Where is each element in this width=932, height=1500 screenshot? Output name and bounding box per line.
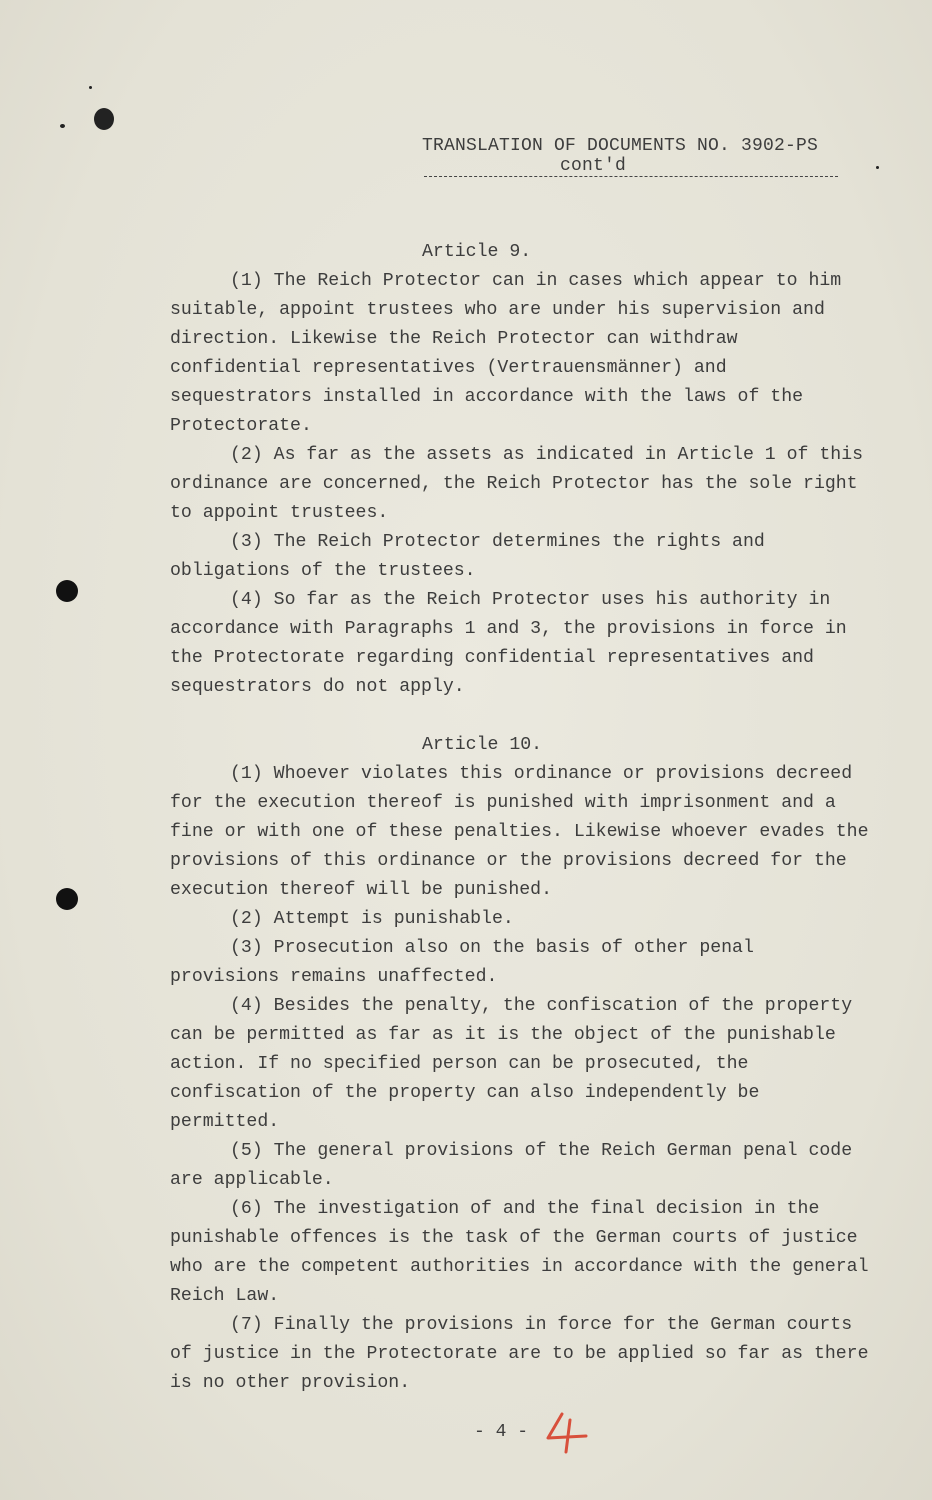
article-9-paragraph: (1) The Reich Protector can in cases which appear to him suitable, appoint trustees who are under his supervision and direction. Likewise the Reich Protector can withdraw confidential representatives (Vertrauensmänner) and sequestrators installed in accordance with the laws of the Protectorate. [170,271,842,436]
ink-speck [876,166,879,169]
article-10-paragraph: (7) Finally the provisions in force for the German courts of justice in the Protectorate are to be applied so far as there is no other provision. [170,1315,869,1393]
article-10-paragraph: (5) The general provisions of the Reich German penal code are applicable. [170,1141,853,1190]
article-9-paragraph: (2) As far as the assets as indicated in Article 1 of this ordinance are concerned, the Reich Protector has the sole right to appoint trustees. [170,445,864,523]
ink-speck [89,86,92,89]
ink-speck [60,124,65,128]
page-number: - 4 - [474,1422,529,1442]
article-9-paragraph: (3) The Reich Protector determines the rights and obligations of the trustees. [170,532,765,581]
article-10-paragraph: (6) The investigation of and the final decision in the punishable offences is the task of the German courts of justice who are the competent authorities in accordance with the general Reich Law. [170,1199,869,1306]
article-10-paragraph: (4) Besides the penalty, the confiscation of the property can be permitted as far as it is the object of the punishable action. If no specified person can be prosecuted, the confiscation of the property can also independently be permitted. [170,996,853,1132]
punch-hole [56,888,78,910]
header-rule [424,176,838,177]
article-9-paragraph: (4) So far as the Reich Protector uses his authority in accordance with Paragraphs 1 and 3, the provisions in force in the Protectorate regarding confidential representatives and sequestrators do not apply. [170,590,847,697]
section-gap [170,702,870,731]
article-10-paragraph: (1) Whoever violates this ordinance or provisions decreed for the execution thereof is punished with imprisonment and a fine or with one of these penalties. Likewise whoever evades the provisions of this ordinance or the provisions decreed for the execution thereof will be punished. [170,764,869,900]
handwritten-page-number [540,1408,596,1456]
article-10-title: Article 10. [422,735,543,755]
document-subtitle: cont'd [560,156,627,176]
punch-hole [56,580,78,602]
article-10-paragraph: (2) Attempt is punishable. [230,909,514,929]
article-10-paragraph: (3) Prosecution also on the basis of other penal provisions remains unaffected. [170,938,754,987]
article-9-title: Article 9. [422,242,532,262]
document-header [422,136,842,176]
document-title: TRANSLATION OF DOCUMENTS NO. 3902-PS [422,136,819,156]
ink-smudge [94,108,114,130]
document-body [170,238,870,1398]
